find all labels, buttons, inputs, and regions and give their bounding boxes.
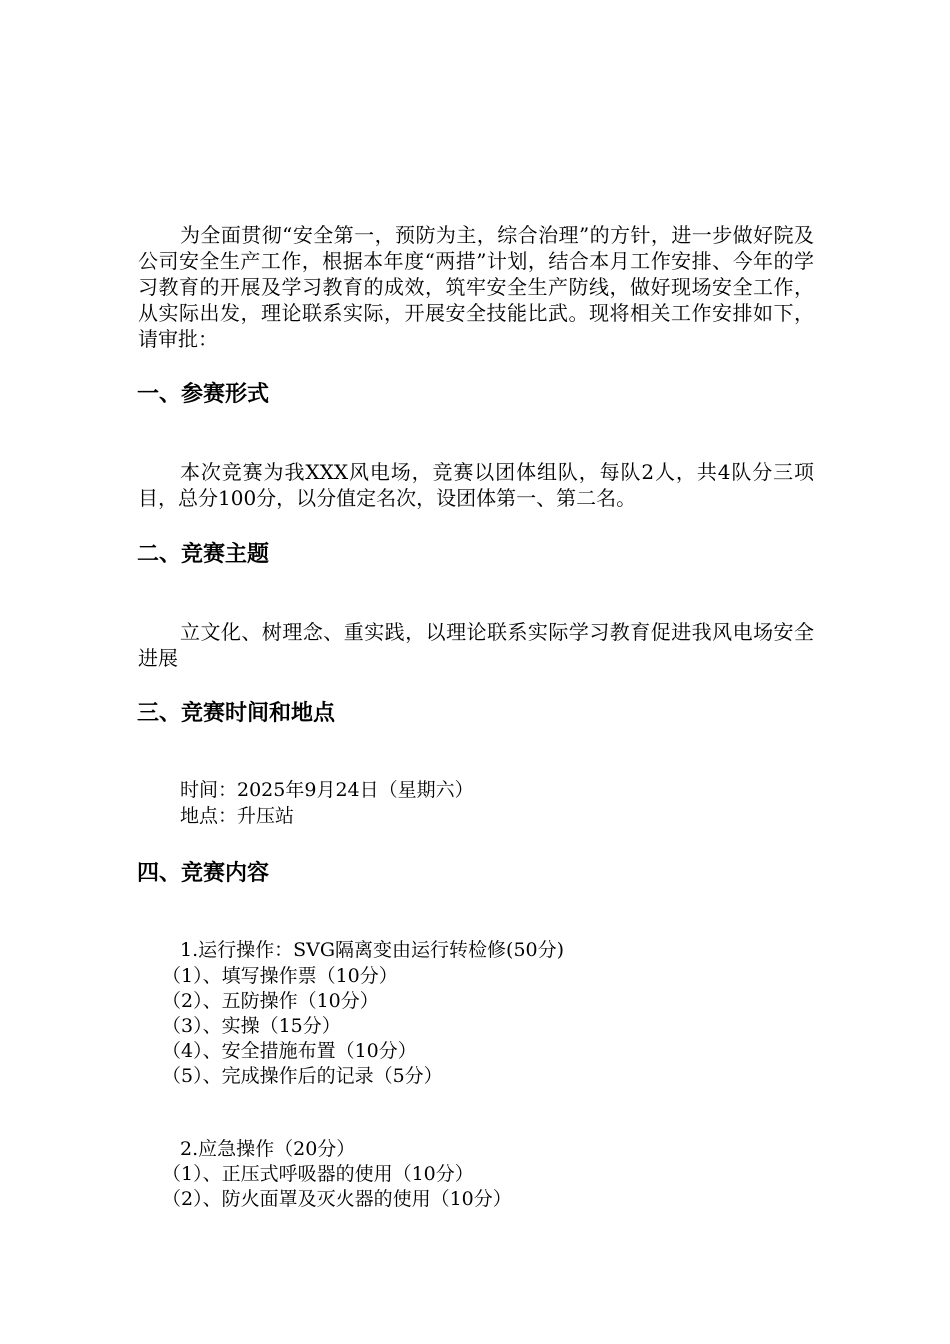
content-item-1-sub: （5）、完成操作后的记录（5分）: [162, 1065, 443, 1087]
content-item-1-sub: （3）、实操（15分）: [162, 1015, 341, 1037]
intro-paragraph: 为全面贯彻“安全第一，预防为主，综合治理”的方针，进一步做好院及公司安全生产工作，根据本年度“两措”计划，结合本月工作安排、今年的学习教育的开展及学习教育的成效，筑牢安全生产防线，做好现场安全工作，从实际出发，理论联系实际，开展安全技能比武。现将相关工作安排如下，请审批：: [138, 223, 814, 351]
content-item-1-sub: （4）、安全措施布置（10分）: [162, 1040, 417, 1062]
content-item-2-title: 2.应急操作（20分）: [180, 1138, 356, 1160]
time-line: 时间：2025年9月24日（星期六）: [180, 779, 474, 801]
theme-paragraph: 立文化、树理念、重实践，以理论联系实际学习教育促进我风电场安全进展: [138, 620, 814, 670]
section-heading-theme: 二、竞赛主题: [137, 542, 270, 567]
content-item-1-sub: （2）、五防操作（10分）: [162, 990, 379, 1012]
place-line: 地点：升压站: [180, 805, 295, 827]
content-item-2-sub: （1）、正压式呼吸器的使用（10分）: [162, 1163, 474, 1185]
content-item-2-sub: （2）、防火面罩及灭火器的使用（10分）: [162, 1188, 512, 1210]
content-item-1-title: 1.运行操作：SVG隔离变由运行转检修(50分): [180, 939, 565, 961]
section-heading-time-place: 三、竞赛时间和地点: [137, 701, 336, 726]
participation-paragraph: 本次竞赛为我XXX风电场，竞赛以团体组队，每队2人，共4队分三项目，总分100分，以分值定名次，设团体第一、第二名。: [138, 460, 814, 510]
section-heading-content: 四、竞赛内容: [137, 861, 270, 886]
content-item-1-sub: （1）、填写操作票（10分）: [162, 965, 398, 987]
section-heading-participation: 一、参赛形式: [137, 382, 270, 407]
